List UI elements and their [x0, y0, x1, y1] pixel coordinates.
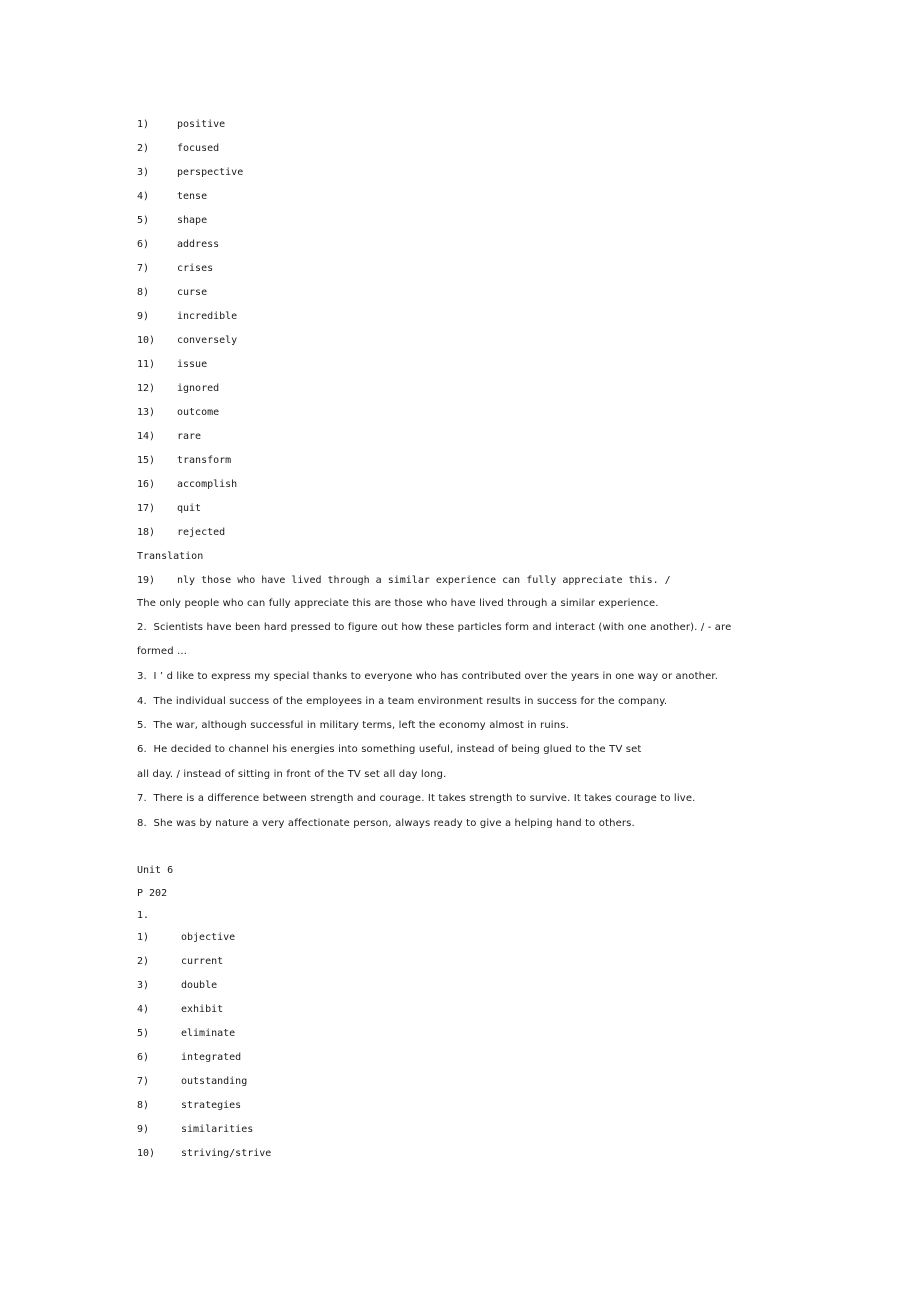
translation-line: 6. He decided to channel his energies into something useful, instead of being glued to the TV set — [137, 744, 642, 755]
translation-item-19: 19) nly those who have lived through a similar experience can fully appreciate this. / — [137, 575, 671, 586]
list-item: 1) positive — [137, 119, 226, 130]
list-item: 7) outstanding — [137, 1076, 248, 1087]
list-item: 18) rejected — [137, 527, 226, 538]
translation-line: formed … — [137, 646, 188, 657]
list-item: 3) perspective — [137, 167, 244, 178]
list-item: 10) striving/strive — [137, 1148, 272, 1159]
list-item: 3) double — [137, 980, 218, 991]
list-item: 6) integrated — [137, 1052, 242, 1063]
list-item: 12) ignored — [137, 383, 220, 394]
list-item: 17) quit — [137, 503, 202, 514]
translation-line: 4. The individual success of the employees in a team environment results in success for the company. — [137, 696, 668, 707]
list-item: 15) transform — [137, 455, 232, 466]
translation-line: 5. The war, although successful in military terms, left the economy almost in ruins. — [137, 720, 569, 731]
translation-line: 8. She was by nature a very affectionate person, always ready to give a helping hand to others. — [137, 818, 635, 829]
list-item: 7) crises — [137, 263, 214, 274]
translation-line: all day. / instead of sitting in front of the TV set all day long. — [137, 769, 447, 780]
list-item: 2) focused — [137, 143, 220, 154]
list-item: 11) issue — [137, 359, 208, 370]
list-item: 4) exhibit — [137, 1004, 224, 1015]
list-item: 8) strategies — [137, 1100, 242, 1111]
list-item: 9) incredible — [137, 311, 238, 322]
exercise-number: 1. — [137, 910, 150, 921]
list-item: 2) current — [137, 956, 224, 967]
list-item: 14) rare — [137, 431, 202, 442]
list-item: 16) accomplish — [137, 479, 238, 490]
unit-title: Unit 6 — [137, 865, 174, 876]
list-item: 8) curse — [137, 287, 208, 298]
page-reference: P 202 — [137, 888, 168, 899]
list-item: 4) tense — [137, 191, 208, 202]
list-item: 6) address — [137, 239, 220, 250]
translation-heading: Translation — [137, 551, 204, 562]
list-item: 10) conversely — [137, 335, 238, 346]
list-item: 9) similarities — [137, 1124, 254, 1135]
list-item: 1) objective — [137, 932, 236, 943]
translation-line: 7. There is a difference between strength and courage. It takes strength to survive. It takes courage to live. — [137, 793, 696, 804]
translation-line: The only people who can fully appreciate this are those who have lived through a similar experience. — [137, 598, 659, 609]
list-item: 5) eliminate — [137, 1028, 236, 1039]
translation-line: 2. Scientists have been hard pressed to figure out how these particles form and interact (with one another). / - are — [137, 622, 732, 633]
list-item: 13) outcome — [137, 407, 220, 418]
translation-line: 3. I ’ d like to express my special thanks to everyone who has contributed over the years in one way or another. — [137, 671, 719, 682]
list-item: 5) shape — [137, 215, 208, 226]
